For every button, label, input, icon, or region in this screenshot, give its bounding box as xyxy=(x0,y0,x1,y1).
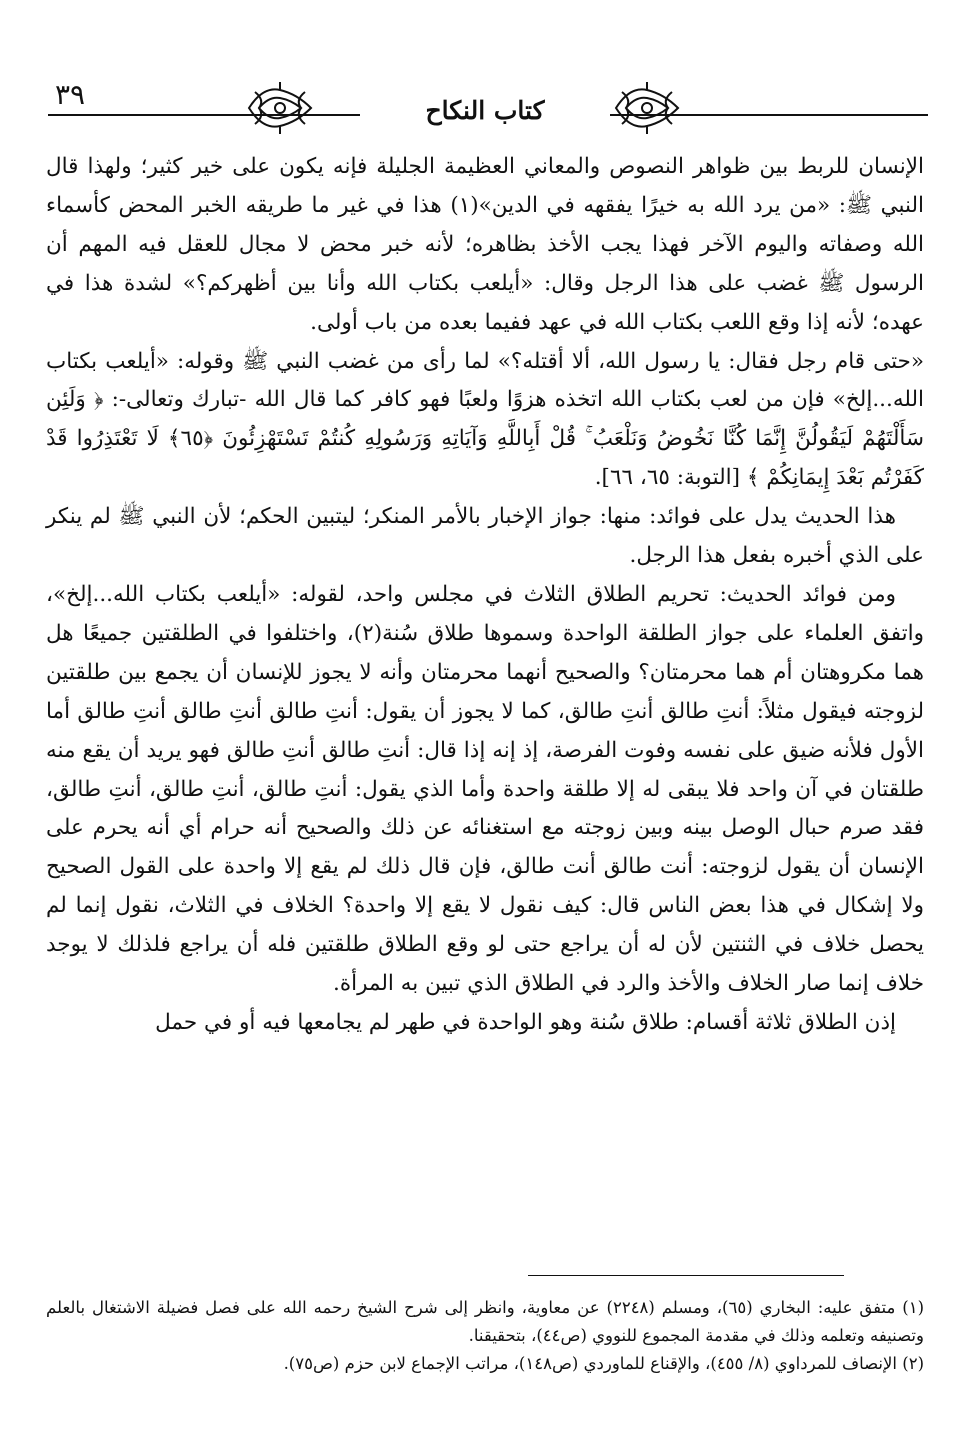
ornament-right-icon xyxy=(612,80,682,136)
footnote-rule xyxy=(528,1275,844,1276)
paragraph-5: إذن الطلاق ثلاثة أقسام: طلاق سُنة وهو الواحدة في طهر لم يجامعها فيه أو في حمل xyxy=(155,1009,896,1035)
paragraph-4: ومن فوائد الحديث: تحريم الطلاق الثلاث في مجلس واحد، لقوله: «أيلعب بكتاب الله...إلخ»، واتفق العلماء على جواز الطلقة الواحدة وسموها طلاق سُنة(٢)، واختلفوا في الطلقتين جميعًا هل هما مكروهتان أم هما محرمتان؟ والصحيح أنهما محرمتان وأنه لا يجوز للإنسان أن يجمع بين طلقتين لزوجته فيقول مثلاً: أنتِ طالق أنتِ طالق، كما لا يجوز أن يقول: أنتِ طالق أنتِ طالق أنتِ طالق أما الأول فلأنه ضيق على نفسه وفوت الفرصة، إذ إنه إذا قال: أنتِ طالق أنتِ طالق فهو يريد أن يقع منه طلقتان في آن واحد فلا يبقى له إلا طلقة واحدة وأما الذي يقول: أنتِ طالق، أنتِ طالق، أنتِ طالق، فقد صرم حبال الوصل بينه وبين زوجته مع استغنائه عن ذلك والصحيح أنه حرام أي أنه يحرم على الإنسان أن يقول لزوجته: أنت طالق أنت طالق، فإن قال ذلك لم يقع إلا واحدة على القول الصحيح ولا إشكال في هذا بعض الناس قال: كيف نقول لا يقع إلا واحدة؟ الخلاف في الثلاث، نقول إنما لم يحصل خلاف في الثنتين لأن له أن يراجع حتى لو وقع الطلاق طلقتين فله أن يراجع فلذلك لا يوجد خلاف إنما صار الخلاف والأخذ والرد في الطلاق الذي تبين به المرأة. xyxy=(46,581,924,997)
footnote-1: (١) متفق عليه: البخاري (٦٥)، ومسلم (٢٢٤٨) عن معاوية، وانظر إلى شرح الشيخ رحمه الله على فصل فضيلة الاشتغال بالعلم وتصنيفه وتعلمه وذلك في مقدمة المجموع للنووي (ص٤٤)، بتحقيقنا. xyxy=(46,1298,924,1345)
footnotes xyxy=(46,1294,924,1378)
page-number: ٣٩ xyxy=(55,78,86,111)
paragraph-3: هذا الحديث يدل على فوائد: منها: جواز الإخبار بالأمر المنكر؛ ليتبين الحكم؛ لأن النبي ﷺ لم ينكر على الذي أخبره بفعل هذا الرجل. xyxy=(46,504,924,569)
footnote-2: (٢) الإنصاف للمرداوي (٨/ ٤٥٥)، والإقناع للماوردي (ص١٤٨)، مراتب الإجماع لابن حزم (ص٧٥). xyxy=(283,1354,924,1373)
chapter-title: كتاب النكاح xyxy=(360,94,610,128)
ornament-left-icon xyxy=(245,80,315,136)
paragraph-1: الإنسان للربط بين ظواهر النصوص والمعاني العظيمة الجليلة فإنه يكون على خير كثير؛ ولهذا قال النبي ﷺ: «من يرد الله به خيرًا يفقهه في الدين»(١) هذا في غير ما طريقه الخبر المحض كأسماء الله وصفاته واليوم الآخر فهذا يجب الأخذ بظاهره؛ لأنه خبر محض لا مجال للعقل فيه المهم أن الرسول ﷺ غضب على هذا الرجل وقال: «أيلعب بكتاب الله وأنا بين أظهركم؟» لشدة هذا في عهده؛ لأنه إذا وقع اللعب بكتاب الله في عهد ففيما بعده من باب أولى. xyxy=(46,154,924,335)
main-text xyxy=(46,148,924,1043)
paragraph-2: «حتى قام رجل فقال: يا رسول الله، ألا أقتله؟» لما رأى من غضب النبي ﷺ وقوله: «أيلعب بكتاب الله...إلخ» فإن من لعب بكتاب الله اتخذه هزوًا ولعبًا فهو كافر كما قال الله -تبارك وتعالى-: ﴿ وَلَئِن سَأَلْتَهُمْ لَيَقُولُنَّ إِنَّمَا كُنَّا نَخُوضُ وَنَلْعَبُ ۚ قُلْ أَبِاللَّهِ وَآيَاتِهِ وَرَسُولِهِ كُنتُمْ تَسْتَهْزِئُونَ ﴿٦٥﴾ لَا تَعْتَذِرُوا قَدْ كَفَرْتُم بَعْدَ إِيمَانِكُمْ ﴾ [التوبة: ٦٥، ٦٦]. xyxy=(46,348,924,491)
